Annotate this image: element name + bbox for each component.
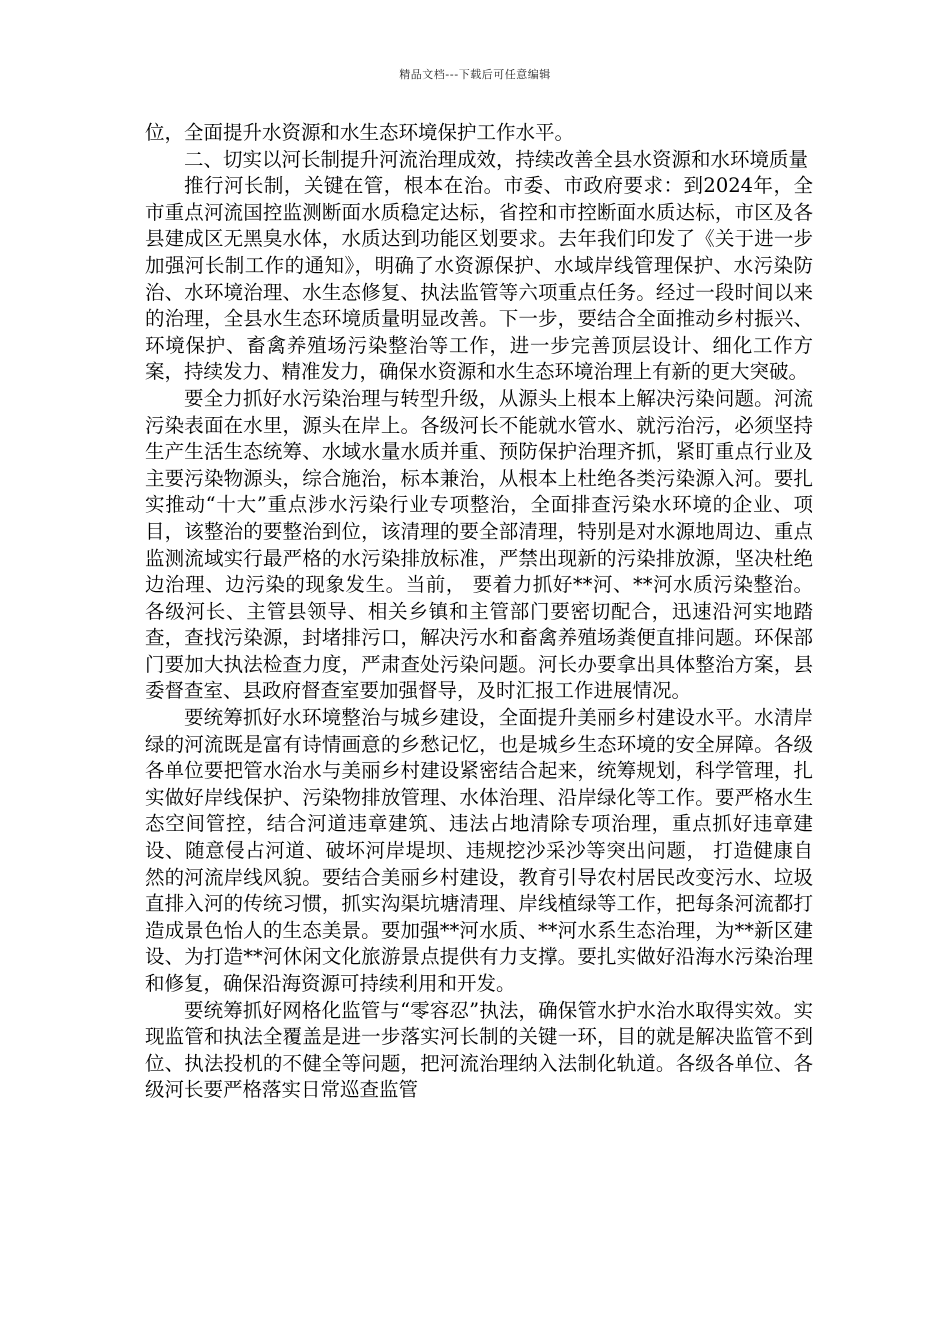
body-paragraph: 要统筹抓好水环境整治与城乡建设，全面提升美丽乡村建设水平。水清岸绿的河流既是富有诗情画意的乡愁记忆，也是城乡生态环境的安全屏障。各级各单位要把管水治水与美丽乡村建设紧密结合起来，统筹规划，科学管理，扎实做好岸线保护、污染物排放管理、水体治理、沿岸绿化等工作。要严格水生态空间管控，结合河道违章建筑、违法占地清除专项治理，重点抓好违章建设、随意侵占河道、破坏河岸堤坝、违规挖沙采沙等突出问题， 打造健康自然的河流岸线风貌。要结合美丽乡村建设，教育引导农村居民改变污水、垃圾直排入河的传统习惯，抓实沟渠坑塘清理、岸线植绿等工作，把每条河流都打造成景色怡人的生态美景。要加强**河水质、**河水系生态治理，为**新区建设、为打造**河休闲文化旅游景点提供有力支撑。要扎实做好沿海水污染治理和修复，确保沿海资源可持续利用和开发。 <box>145 706 813 995</box>
body-paragraph: 要统筹抓好网格化监管与“零容忍”执法，确保管水护水治水取得实效。实现监管和执法全覆盖是进一步落实河长制的关键一环，目的就是解决监管不到位、执法投机的不健全等问题，把河流治理纳入法制化轨道。各级各单位、各级河长要严格落实日常巡查监管 <box>145 998 813 1102</box>
paragraph-continuation: 位，全面提升水资源和水生态环境保护工作水平。 <box>145 121 575 144</box>
body-paragraph: 推行河长制，关键在管，根本在治。市委、市政府要求：到2024年，全市重点河流国控监测断面水质稳定达标，省控和市控断面水质达标，市区及各县建成区无黑臭水体，水质达到功能区划要求。去年我们印发了《关于进一步加强河长制工作的通知》，明确了水资源保护、水域岸线管理保护、水污染防治、水环境治理、水生态修复、执法监管等六项重点任务。经过一段时间以来的治理，全县水生态环境质量明显改善。下一步，要结合全面推动乡村振兴、环境保护、畜禽养殖场污染整治等工作，进一步完善顶层设计、细化工作方案，持续发力、精准发力，确保水资源和水生态环境治理上有新的更大突破。 <box>145 174 813 384</box>
document-body <box>145 120 813 1104</box>
page-header: 精品文档---下载后可任意编辑 <box>399 68 551 81</box>
section-heading: 二、切实以河长制提升河流治理成效，持续改善全县水资源和水环境质量 <box>184 147 809 171</box>
body-paragraph: 要全力抓好水污染治理与转型升级，从源头上根本上解决污染问题。河流污染表面在水里，源头在岸上。各级河长不能就水管水、就污治污，必须坚持生产生活生态统筹、水域水量水质并重、预防保护治理齐抓，紧盯重点行业及主要污染物源头，综合施治，标本兼治，从根本上杜绝各类污染源入河。要扎实推动“十大”重点涉水污染行业专项整治，全面排查污染水环境的企业、项目，该整治的要整治到位，该清理的要全部清理，特别是对水源地周边、重点监测流域实行最严格的水污染排放标准，严禁出现新的污染排放源，坚决杜绝边治理、边污染的现象发生。当前， 要着力抓好**河、**河水质污染整治。各级河长、主管县领导、相关乡镇和主管部门要密切配合，迅速沿河实地踏查，查找污染源，封堵排污口，解决污水和畜禽养殖场粪便直排问题。环保部门要加大执法检查力度，严肃查处污染问题。河长办要拿出具体整治方案，县委督查室、县政府督查室要加强督导，及时汇报工作进展情况。 <box>145 386 813 703</box>
